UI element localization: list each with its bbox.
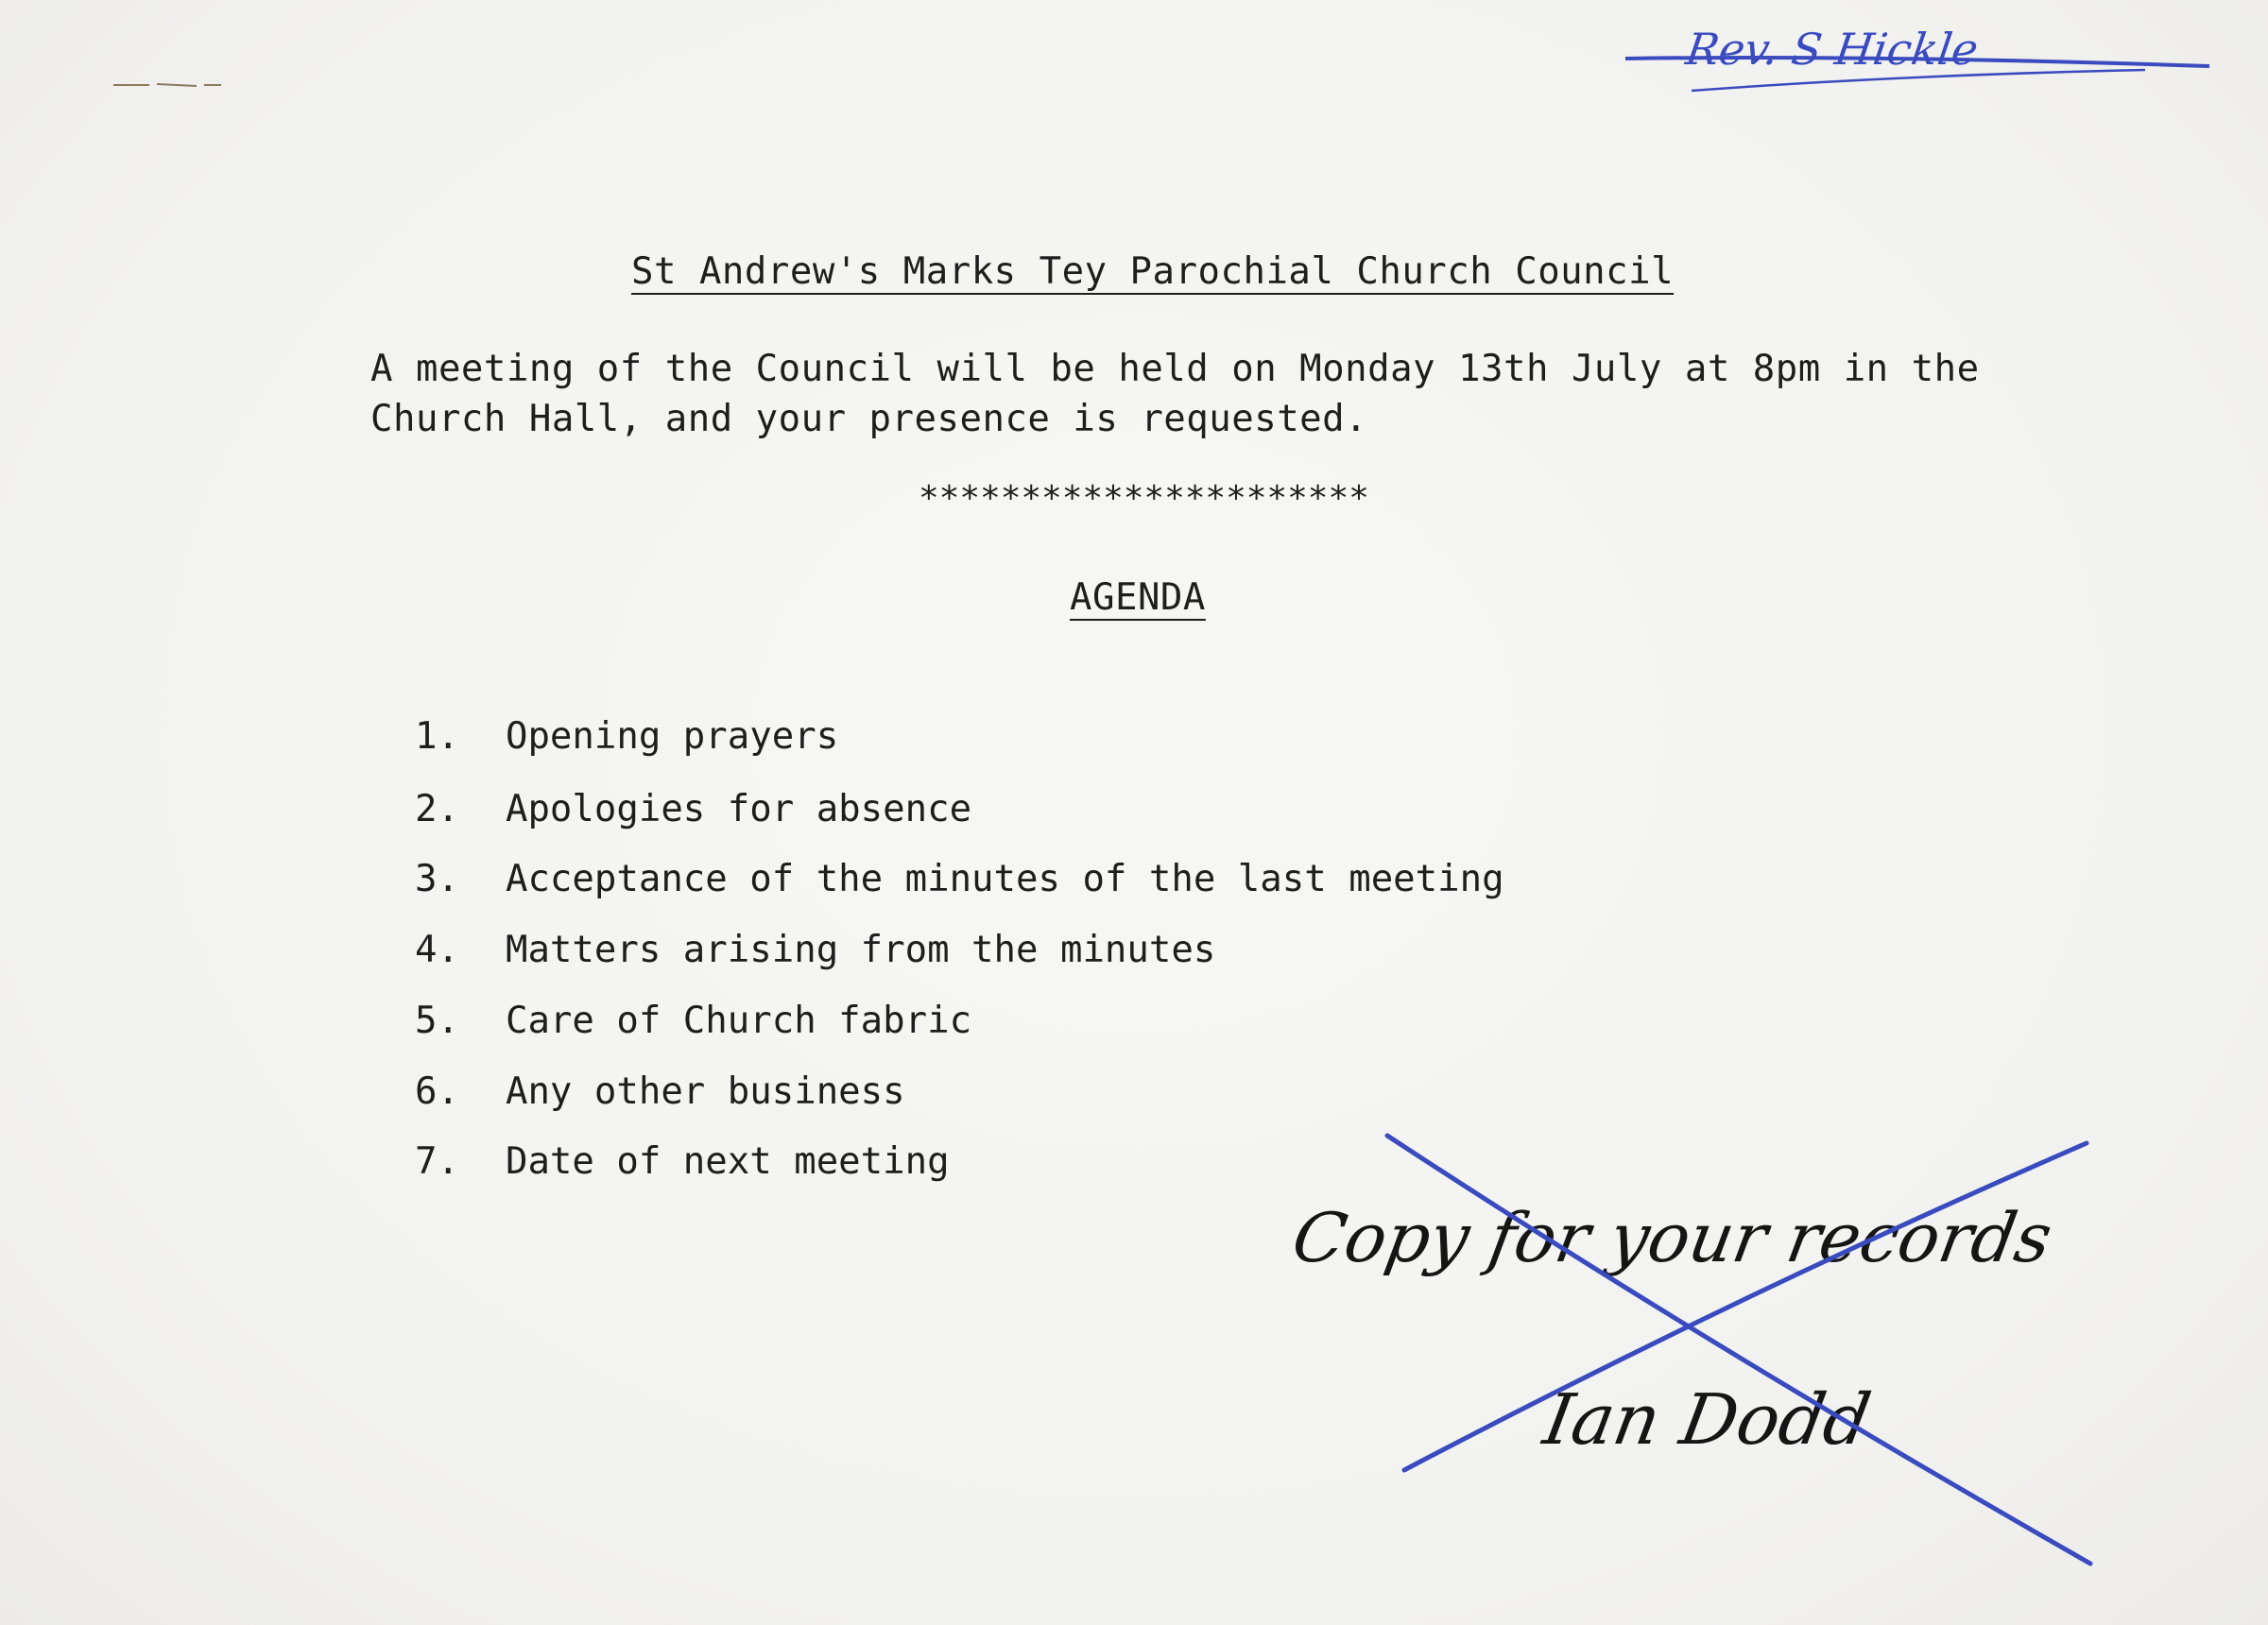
- notice-line-1: A meeting of the Council will be held on Monday 13th July at 8pm in the: [370, 348, 1980, 390]
- agenda-item-text: Care of Church fabric: [505, 1000, 972, 1042]
- header-note-text: Rev. S Hickle: [1682, 24, 1982, 75]
- handwritten-signature: Ian Dodd: [1538, 1378, 1877, 1461]
- page-title: St Andrew's Marks Tey Parochial Church Council: [631, 250, 1675, 293]
- agenda-item-number: 2.: [414, 788, 459, 830]
- agenda-item-text: Matters arising from the minutes: [505, 929, 1216, 971]
- agenda-item-text: Any other business: [505, 1070, 905, 1113]
- separator-stars: **********************: [919, 479, 1369, 518]
- agenda-item-text: Date of next meeting: [505, 1140, 950, 1183]
- agenda-item-number: 5.: [414, 1000, 459, 1042]
- agenda-item-number: 6.: [414, 1070, 459, 1113]
- handwritten-note-line: Copy for your records: [1286, 1199, 2058, 1278]
- agenda-item-text: Acceptance of the minutes of the last meeting: [505, 858, 1504, 900]
- agenda-heading: AGENDA: [1070, 576, 1206, 619]
- agenda-item-number: 7.: [414, 1140, 459, 1183]
- agenda-item-text: Opening prayers: [505, 715, 839, 758]
- agenda-item-number: 4.: [414, 929, 459, 971]
- agenda-item-text: Apologies for absence: [505, 788, 972, 830]
- notice-line-2: Church Hall, and your presence is requested.: [370, 398, 1368, 440]
- agenda-item-number: 3.: [414, 858, 459, 900]
- agenda-item-number: 1.: [414, 715, 459, 758]
